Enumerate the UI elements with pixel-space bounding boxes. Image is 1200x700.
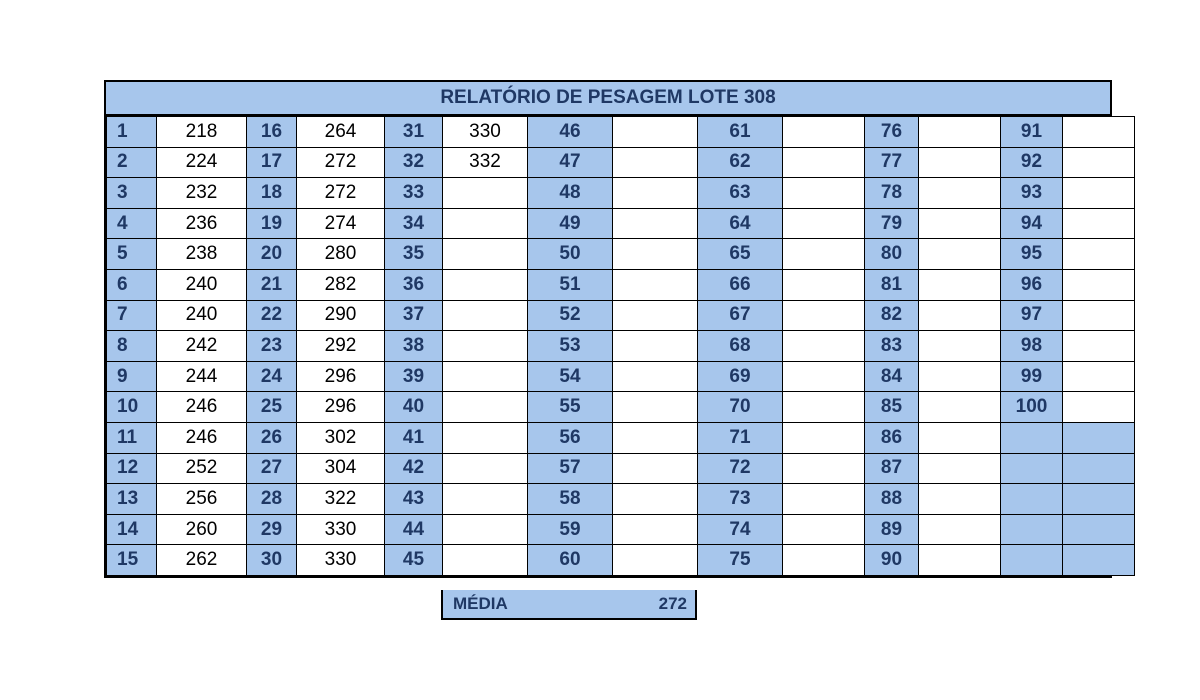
weight-cell	[613, 331, 698, 362]
animal-number-cell: 91	[1001, 117, 1063, 148]
animal-number-cell: 4	[107, 208, 157, 239]
weight-cell	[783, 117, 865, 148]
weighing-report-sheet	[104, 80, 1112, 578]
weight-cell: 302	[297, 422, 385, 453]
weight-cell: 242	[157, 331, 247, 362]
weight-cell	[1063, 147, 1135, 178]
animal-number-cell: 52	[528, 300, 613, 331]
animal-number-cell: 5	[107, 239, 157, 270]
animal-number-cell: 1	[107, 117, 157, 148]
animal-number-cell: 32	[385, 147, 443, 178]
animal-number-cell: 42	[385, 453, 443, 484]
animal-number-cell: 50	[528, 239, 613, 270]
table-row	[107, 239, 1135, 270]
weight-cell: 240	[157, 269, 247, 300]
weight-cell: 246	[157, 392, 247, 423]
weights-table	[106, 116, 1135, 576]
weight-cell	[613, 239, 698, 270]
weight-cell	[919, 453, 1001, 484]
animal-number-cell: 8	[107, 331, 157, 362]
animal-number-cell: 13	[107, 484, 157, 515]
animal-number-cell: 44	[385, 514, 443, 545]
table-row	[107, 545, 1135, 576]
weight-cell	[613, 208, 698, 239]
weight-cell: 264	[297, 117, 385, 148]
animal-number-cell: 82	[865, 300, 919, 331]
weight-cell	[919, 392, 1001, 423]
animal-number-cell: 93	[1001, 178, 1063, 209]
weight-cell: 330	[297, 545, 385, 576]
weight-cell	[919, 208, 1001, 239]
weight-cell	[1063, 484, 1135, 515]
animal-number-cell: 65	[698, 239, 783, 270]
weight-cell: 272	[297, 147, 385, 178]
animal-number-cell: 92	[1001, 147, 1063, 178]
average-label: MÉDIA	[453, 594, 508, 613]
weight-cell	[443, 178, 528, 209]
animal-number-cell: 62	[698, 147, 783, 178]
animal-number-cell	[1001, 422, 1063, 453]
animal-number-cell: 64	[698, 208, 783, 239]
animal-number-cell: 7	[107, 300, 157, 331]
animal-number-cell: 11	[107, 422, 157, 453]
weight-cell	[1063, 392, 1135, 423]
animal-number-cell: 90	[865, 545, 919, 576]
table-row	[107, 361, 1135, 392]
weight-cell: 232	[157, 178, 247, 209]
animal-number-cell: 29	[247, 514, 297, 545]
weight-cell	[919, 300, 1001, 331]
animal-number-cell: 36	[385, 269, 443, 300]
table-row	[107, 208, 1135, 239]
weight-cell	[613, 484, 698, 515]
weight-cell	[1063, 178, 1135, 209]
animal-number-cell: 12	[107, 453, 157, 484]
weight-cell	[919, 422, 1001, 453]
weight-cell	[783, 514, 865, 545]
animal-number-cell: 38	[385, 331, 443, 362]
animal-number-cell	[1001, 545, 1063, 576]
animal-number-cell: 68	[698, 331, 783, 362]
weight-cell	[919, 147, 1001, 178]
table-row	[107, 117, 1135, 148]
animal-number-cell: 56	[528, 422, 613, 453]
weight-cell	[443, 514, 528, 545]
weight-cell	[783, 361, 865, 392]
weight-cell	[1063, 514, 1135, 545]
animal-number-cell: 43	[385, 484, 443, 515]
animal-number-cell: 63	[698, 178, 783, 209]
animal-number-cell: 24	[247, 361, 297, 392]
animal-number-cell: 89	[865, 514, 919, 545]
animal-number-cell: 60	[528, 545, 613, 576]
weight-cell: 322	[297, 484, 385, 515]
weight-cell	[783, 422, 865, 453]
weight-cell	[443, 392, 528, 423]
weight-cell	[783, 484, 865, 515]
weight-cell	[613, 392, 698, 423]
weight-cell	[919, 361, 1001, 392]
animal-number-cell: 81	[865, 269, 919, 300]
average-value: 272	[658, 594, 687, 613]
weight-cell: 292	[297, 331, 385, 362]
animal-number-cell: 54	[528, 361, 613, 392]
weight-cell: 282	[297, 269, 385, 300]
animal-number-cell: 70	[698, 392, 783, 423]
weight-cell: 256	[157, 484, 247, 515]
weight-cell: 330	[443, 117, 528, 148]
weight-cell: 296	[297, 361, 385, 392]
animal-number-cell: 66	[698, 269, 783, 300]
weights-table-body	[107, 117, 1135, 576]
animal-number-cell: 22	[247, 300, 297, 331]
animal-number-cell: 30	[247, 545, 297, 576]
animal-number-cell: 59	[528, 514, 613, 545]
weight-cell	[613, 300, 698, 331]
weight-cell	[1063, 331, 1135, 362]
weight-cell	[1063, 117, 1135, 148]
weight-cell: 272	[297, 178, 385, 209]
weight-cell	[613, 269, 698, 300]
animal-number-cell: 72	[698, 453, 783, 484]
report-title: RELATÓRIO DE PESAGEM LOTE 308	[106, 82, 1110, 116]
animal-number-cell: 28	[247, 484, 297, 515]
animal-number-cell: 27	[247, 453, 297, 484]
weight-cell	[1063, 239, 1135, 270]
animal-number-cell: 34	[385, 208, 443, 239]
animal-number-cell: 19	[247, 208, 297, 239]
animal-number-cell: 16	[247, 117, 297, 148]
animal-number-cell: 88	[865, 484, 919, 515]
animal-number-cell: 67	[698, 300, 783, 331]
weight-cell: 296	[297, 392, 385, 423]
weight-cell	[1063, 453, 1135, 484]
weight-cell	[1063, 422, 1135, 453]
weight-cell: 330	[297, 514, 385, 545]
animal-number-cell: 57	[528, 453, 613, 484]
weight-cell	[783, 147, 865, 178]
weight-cell: 290	[297, 300, 385, 331]
animal-number-cell: 84	[865, 361, 919, 392]
weight-cell	[443, 545, 528, 576]
weight-cell	[783, 178, 865, 209]
table-row	[107, 392, 1135, 423]
animal-number-cell: 51	[528, 269, 613, 300]
weight-cell: 260	[157, 514, 247, 545]
table-row	[107, 269, 1135, 300]
animal-number-cell: 77	[865, 147, 919, 178]
animal-number-cell: 80	[865, 239, 919, 270]
weight-cell: 246	[157, 422, 247, 453]
animal-number-cell: 45	[385, 545, 443, 576]
weight-cell: 224	[157, 147, 247, 178]
weight-cell	[783, 208, 865, 239]
animal-number-cell: 21	[247, 269, 297, 300]
animal-number-cell: 48	[528, 178, 613, 209]
weight-cell	[443, 422, 528, 453]
animal-number-cell: 23	[247, 331, 297, 362]
animal-number-cell: 83	[865, 331, 919, 362]
animal-number-cell: 20	[247, 239, 297, 270]
weight-cell: 304	[297, 453, 385, 484]
animal-number-cell: 9	[107, 361, 157, 392]
animal-number-cell: 10	[107, 392, 157, 423]
table-row	[107, 300, 1135, 331]
weight-cell: 262	[157, 545, 247, 576]
weight-cell	[919, 117, 1001, 148]
animal-number-cell: 26	[247, 422, 297, 453]
weight-cell	[613, 514, 698, 545]
weight-cell: 240	[157, 300, 247, 331]
animal-number-cell: 47	[528, 147, 613, 178]
animal-number-cell: 79	[865, 208, 919, 239]
animal-number-cell	[1001, 484, 1063, 515]
animal-number-cell: 58	[528, 484, 613, 515]
weight-cell	[919, 514, 1001, 545]
table-row	[107, 331, 1135, 362]
animal-number-cell: 61	[698, 117, 783, 148]
animal-number-cell: 87	[865, 453, 919, 484]
table-row	[107, 484, 1135, 515]
animal-number-cell: 31	[385, 117, 443, 148]
weight-cell: 280	[297, 239, 385, 270]
animal-number-cell: 25	[247, 392, 297, 423]
weight-cell	[1063, 545, 1135, 576]
weight-cell	[443, 453, 528, 484]
table-row	[107, 514, 1135, 545]
weight-cell	[919, 178, 1001, 209]
weight-cell	[443, 484, 528, 515]
weight-cell	[613, 117, 698, 148]
animal-number-cell: 94	[1001, 208, 1063, 239]
weight-cell	[919, 239, 1001, 270]
weight-cell	[613, 453, 698, 484]
weight-cell	[613, 361, 698, 392]
weight-cell	[443, 331, 528, 362]
average-box	[441, 590, 697, 620]
animal-number-cell	[1001, 453, 1063, 484]
animal-number-cell: 40	[385, 392, 443, 423]
weight-cell	[919, 484, 1001, 515]
animal-number-cell: 14	[107, 514, 157, 545]
weight-cell: 332	[443, 147, 528, 178]
weight-cell	[613, 422, 698, 453]
animal-number-cell: 15	[107, 545, 157, 576]
weight-cell	[443, 208, 528, 239]
weight-cell	[613, 147, 698, 178]
weight-cell: 252	[157, 453, 247, 484]
animal-number-cell: 96	[1001, 269, 1063, 300]
weight-cell	[783, 392, 865, 423]
weight-cell	[1063, 300, 1135, 331]
animal-number-cell: 39	[385, 361, 443, 392]
weight-cell	[783, 239, 865, 270]
weight-cell: 274	[297, 208, 385, 239]
weight-cell: 236	[157, 208, 247, 239]
weight-cell	[443, 239, 528, 270]
weight-cell	[783, 300, 865, 331]
weight-cell: 238	[157, 239, 247, 270]
animal-number-cell: 99	[1001, 361, 1063, 392]
weight-cell	[919, 331, 1001, 362]
animal-number-cell: 46	[528, 117, 613, 148]
animal-number-cell: 41	[385, 422, 443, 453]
weight-cell	[783, 453, 865, 484]
weight-cell	[613, 178, 698, 209]
weight-cell	[783, 545, 865, 576]
animal-number-cell: 78	[865, 178, 919, 209]
animal-number-cell: 98	[1001, 331, 1063, 362]
animal-number-cell	[1001, 514, 1063, 545]
animal-number-cell: 73	[698, 484, 783, 515]
weight-cell: 218	[157, 117, 247, 148]
animal-number-cell: 75	[698, 545, 783, 576]
weight-cell	[443, 300, 528, 331]
table-row	[107, 453, 1135, 484]
animal-number-cell: 85	[865, 392, 919, 423]
weight-cell	[1063, 269, 1135, 300]
weight-cell	[783, 331, 865, 362]
table-row	[107, 422, 1135, 453]
weight-cell	[443, 269, 528, 300]
weight-cell	[783, 269, 865, 300]
animal-number-cell: 95	[1001, 239, 1063, 270]
weight-cell	[1063, 361, 1135, 392]
animal-number-cell: 6	[107, 269, 157, 300]
animal-number-cell: 97	[1001, 300, 1063, 331]
animal-number-cell: 86	[865, 422, 919, 453]
weight-cell	[613, 545, 698, 576]
animal-number-cell: 35	[385, 239, 443, 270]
animal-number-cell: 76	[865, 117, 919, 148]
weight-cell	[919, 269, 1001, 300]
animal-number-cell: 71	[698, 422, 783, 453]
animal-number-cell: 69	[698, 361, 783, 392]
weight-cell: 244	[157, 361, 247, 392]
weight-cell	[919, 545, 1001, 576]
animal-number-cell: 55	[528, 392, 613, 423]
animal-number-cell: 33	[385, 178, 443, 209]
animal-number-cell: 17	[247, 147, 297, 178]
table-row	[107, 178, 1135, 209]
animal-number-cell: 49	[528, 208, 613, 239]
animal-number-cell: 53	[528, 331, 613, 362]
animal-number-cell: 37	[385, 300, 443, 331]
table-row	[107, 147, 1135, 178]
animal-number-cell: 3	[107, 178, 157, 209]
animal-number-cell: 100	[1001, 392, 1063, 423]
animal-number-cell: 18	[247, 178, 297, 209]
weight-cell	[443, 361, 528, 392]
weight-cell	[1063, 208, 1135, 239]
animal-number-cell: 2	[107, 147, 157, 178]
animal-number-cell: 74	[698, 514, 783, 545]
